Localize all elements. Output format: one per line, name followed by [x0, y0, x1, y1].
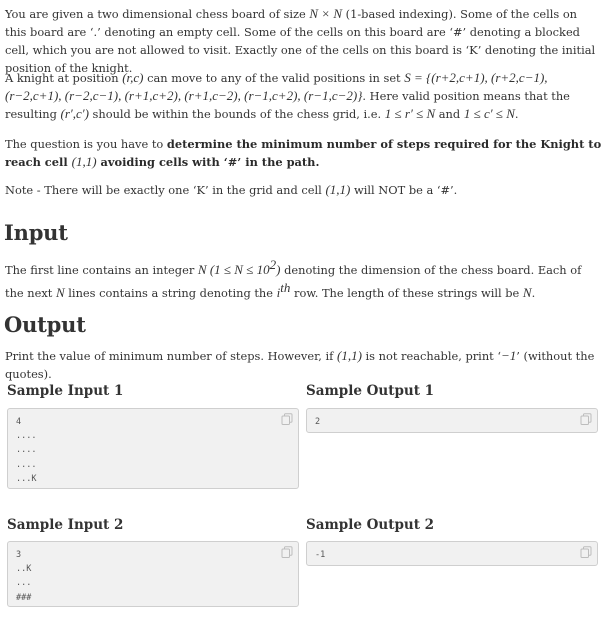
bold-text: avoiding cells with ‘#’ in the path. — [96, 155, 320, 169]
text: row. The length of these strings will be — [290, 285, 523, 300]
math: (1,1) — [325, 182, 351, 197]
text: and — [435, 107, 464, 121]
math: 1 ≤ c′ ≤ N — [463, 106, 515, 121]
math: N — [197, 261, 207, 277]
math: S = {(r+2,c+1), (r+2,c−1), (r−2,c+1), (r−2,c−1), (r+1,c+2), (r+1,c−2), (r−1,c+2), (r−1,c−2)} — [5, 70, 548, 103]
copy-icon[interactable] — [580, 546, 592, 558]
copy-icon[interactable] — [281, 413, 293, 425]
output-heading: Output — [4, 312, 86, 337]
sample-input-2-title: Sample Input 2 — [7, 517, 124, 533]
math: th — [280, 279, 291, 295]
math: N — [522, 284, 532, 300]
input-description — [5, 256, 602, 302]
sample-output-2-title: Sample Output 2 — [306, 517, 435, 533]
text: . Here valid position means that the resulting — [5, 89, 570, 121]
text: will NOT be a ‘#’. — [350, 183, 458, 197]
text: . — [531, 285, 536, 300]
problem-paragraph-3 — [5, 135, 602, 171]
sample-input-2-code: 3 ..K ... ### — [16, 550, 32, 603]
text: The first line contains an integer — [5, 262, 198, 277]
text: should be within the bounds of the chess grid, i.e. — [88, 107, 385, 121]
math: 2 — [269, 257, 277, 272]
text: can move to any of the valid positions in set — [143, 71, 405, 85]
text: (1-based indexing). Some of the cells on this board are ‘.’ denoting an empty cell. Some of the cells on this board are ‘#’ denoting a blocked cell, which you are not allowed to visit. Exactly one of the cells on this board is ‘K’ denoting the initial position of the knight. — [5, 7, 596, 75]
text: The question is you have to — [5, 137, 167, 151]
text: ’ (without the quotes). — [5, 349, 595, 381]
text: Print the value of minimum number of steps. However, if — [5, 349, 337, 363]
math: i — [276, 284, 281, 300]
sample-input-1-title: Sample Input 1 — [7, 383, 124, 399]
sample-output-2-code: -1 — [315, 550, 326, 560]
input-heading: Input — [4, 220, 68, 245]
math: (r′,c′) — [60, 106, 89, 121]
sample-output-1-code: 2 — [315, 417, 321, 427]
text: lines contains a string denoting the — [64, 285, 277, 300]
math: N × N — [309, 6, 343, 21]
text: is not reachable, print ‘ — [361, 349, 501, 363]
problem-paragraph-4 — [5, 181, 602, 199]
math: N — [55, 284, 65, 300]
copy-icon[interactable] — [580, 413, 592, 425]
text: denoting the dimension of the chess board. Each of the next — [5, 262, 582, 300]
math: (1 ≤ N ≤ 10 — [206, 261, 270, 277]
output-description — [5, 347, 602, 383]
text: You are given a two dimensional chess board of size — [5, 7, 310, 21]
math: −1 — [500, 348, 517, 363]
text: A knight at position — [5, 71, 123, 85]
math: (1,1) — [337, 348, 362, 363]
sample-output-1-title: Sample Output 1 — [306, 383, 435, 399]
math: ) — [276, 261, 281, 277]
sample-input-1-code: 4 .... .... .... ...K — [16, 417, 37, 484]
problem-paragraph-2 — [5, 69, 602, 123]
copy-icon[interactable] — [281, 546, 293, 558]
bold-text: determine the minimum number of steps required for the Knight to reach cell — [5, 137, 602, 169]
sample-input-1-box — [7, 408, 299, 489]
sample-input-2-box — [7, 541, 299, 607]
math: 1 ≤ r′ ≤ N — [384, 106, 436, 121]
sample-output-2-box — [306, 541, 598, 566]
math: (1,1) — [71, 154, 97, 169]
sample-output-1-box — [306, 408, 598, 433]
text: . — [514, 107, 519, 121]
problem-paragraph-1 — [5, 5, 602, 77]
math: (r,c) — [122, 70, 144, 85]
text: Note - There will be exactly one ‘K’ in the grid and cell — [5, 183, 326, 197]
